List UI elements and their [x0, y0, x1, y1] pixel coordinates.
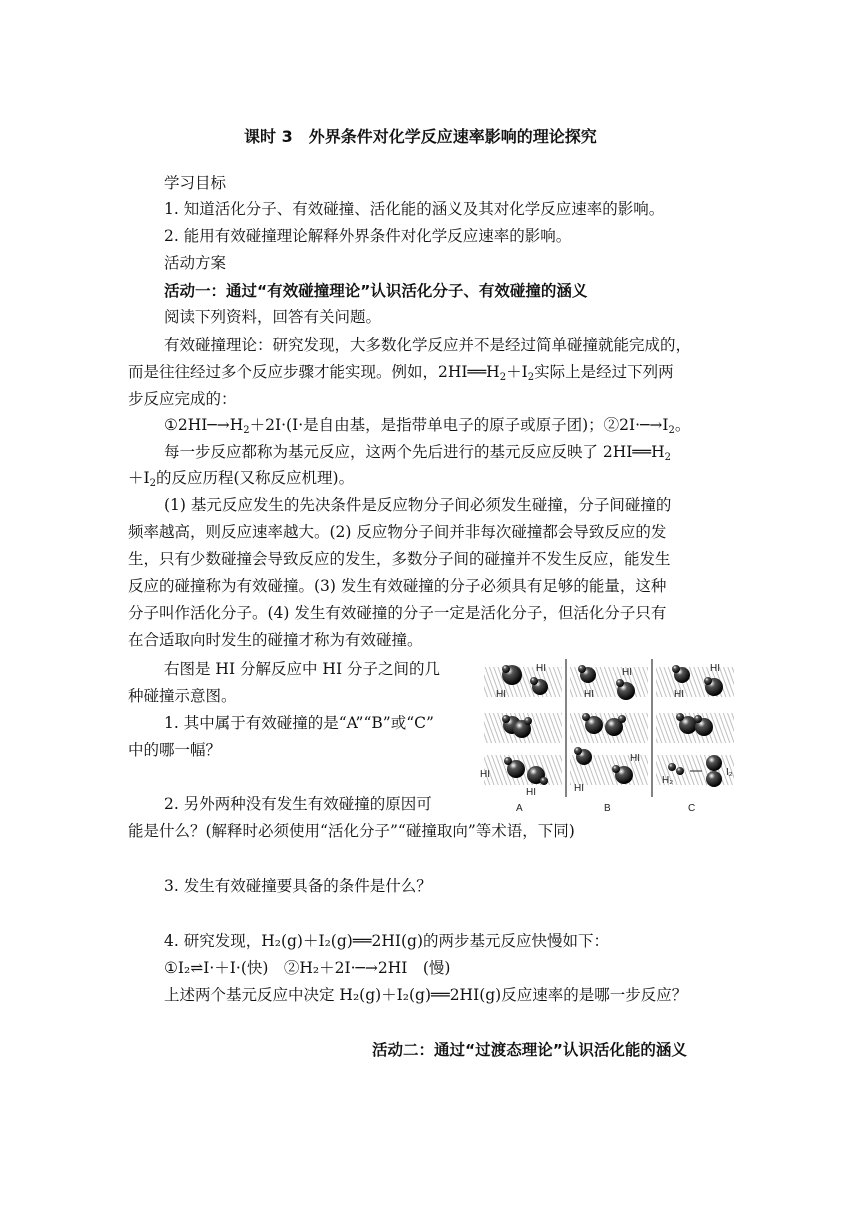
svg-text:HI: HI: [526, 787, 536, 798]
para1-line2: 而是往往经过多个反应步骤才能实现。例如，$2HI══H_2+I_2$实际上是经过下列两: [128, 363, 674, 383]
svg-text:HI: HI: [496, 689, 506, 700]
panel-a: [480, 663, 562, 814]
svg-text:HI: HI: [710, 663, 720, 674]
svg-text:A: A: [516, 803, 523, 814]
figure-intro-line2: 种碰撞示意图。: [128, 687, 237, 705]
page-title: 课时 3 外界条件对化学反应速率影响的理论探究: [244, 127, 597, 146]
svg-text:HI: HI: [574, 783, 584, 794]
question-2-line1: 2. 另外两种没有发生有效碰撞的原因可: [164, 795, 432, 813]
question-2-line2: 能是什么？(解释时必须使用“活化分子”“碰撞取向”等术语，下同): [128, 822, 575, 840]
svg-text:HI: HI: [630, 753, 640, 764]
question-4-line2: ①I₂⇌I·＋I·(快) ②H₂＋2I·─→2HI (慢): [164, 959, 451, 977]
collision-diagram-svg: [476, 655, 738, 815]
activity2-title: 活动二：通过“过渡态理论”认识活化能的涵义: [372, 1041, 687, 1059]
panel-c: [656, 663, 734, 814]
question-3: 3. 发生有效碰撞要具备的条件是什么？: [164, 877, 432, 895]
para3-line5: 分子叫作活化分子。(4) 发生有效碰撞的分子一定是活化分子，但活化分子只有: [128, 604, 667, 622]
svg-text:HI: HI: [622, 667, 632, 678]
panel-b: [570, 665, 648, 814]
para1-line3: 步反应完成的：: [128, 390, 237, 408]
objective-2: 2. 能用有效碰撞理论解释外界条件对化学反应速率的影响。: [164, 227, 572, 245]
svg-text:HI: HI: [480, 769, 490, 780]
svg-text:HI: HI: [674, 689, 684, 700]
reaction-steps: $①2HI─\to H_2+2I\cdot(I\cdot$是自由基，是指带单电子的原子或原子团)；$②2I\cdot─\to I_2$。: [164, 416, 691, 436]
question-4-line3: 上述两个基元反应中决定 H₂(g)＋I₂(g)══2HI(g)反应速率的是哪一步反应？: [164, 986, 688, 1004]
para3-line4: 反应的碰撞称为有效碰撞。(3) 发生有效碰撞的分子必须具有足够的能量，这种: [128, 577, 667, 595]
para1-line1: 有效碰撞理论：研究发现，大多数化学反应并不是经过简单碰撞就能完成的，: [164, 336, 692, 354]
para3-line6: 在合适取向时发生的碰撞才称为有效碰撞。: [128, 631, 423, 649]
svg-text:H₂: H₂: [662, 775, 674, 786]
objectives-heading: 学习目标: [164, 174, 227, 192]
question-1-line1: 1. 其中属于有效碰撞的是“A”“B”或“C”: [164, 714, 434, 732]
para2-line2: $+I_2$的反应历程(又称反应机理)。: [128, 469, 355, 489]
question-1-line2: 中的哪一幅？: [128, 741, 222, 759]
svg-text:HI: HI: [584, 689, 594, 700]
para3-line1: (1) 基元反应发生的先决条件是反应物分子间必须发生碰撞，分子间碰撞的: [164, 496, 672, 514]
collision-diagram: [476, 655, 738, 815]
svg-text:C: C: [688, 803, 696, 814]
figure-intro-line1: 右图是 HI 分解反应中 HI 分子之间的几: [164, 660, 440, 678]
objective-1: 1. 知道活化分子、有效碰撞、活化能的涵义及其对化学反应速率的影响。: [164, 200, 665, 218]
para3-line3: 生，只有少数碰撞会导致反应的发生，多数分子间的碰撞并不发生反应，能发生: [128, 550, 671, 568]
activity1-intro: 阅读下列资料，回答有关问题。: [164, 308, 382, 326]
question-4-line1: 4. 研究发现，H₂(g)＋I₂(g)══2HI(g)的两步基元反应快慢如下：: [164, 932, 609, 950]
svg-text:I₂: I₂: [726, 767, 733, 778]
svg-text:HI: HI: [536, 663, 546, 674]
plan-heading: 活动方案: [164, 254, 227, 272]
para3-line2: 频率越高，则反应速率越大。(2) 反应物分子间并非每次碰撞都会导致反应的发: [128, 523, 667, 541]
activity1-title: 活动一：通过“有效碰撞理论”认识活化分子、有效碰撞的涵义: [164, 282, 588, 300]
para2-line1: 每一步反应都称为基元反应，这两个先后进行的基元反应反映了 $2HI══H_2$: [164, 443, 671, 463]
svg-text:B: B: [604, 803, 611, 814]
